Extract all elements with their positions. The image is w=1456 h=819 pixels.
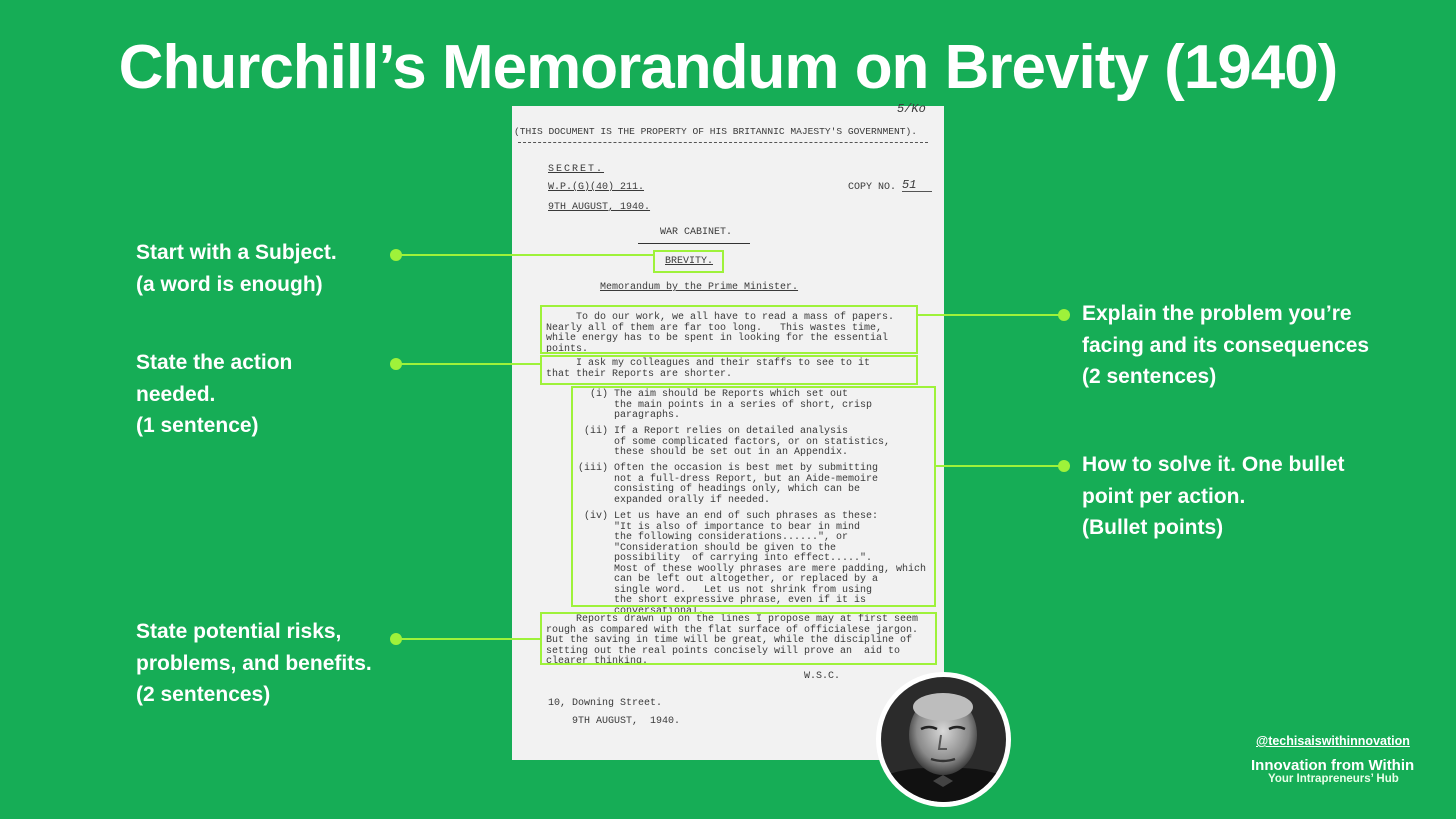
- point-4: (iv) Let us have an end of such phrases as these: "It is also of importance to bear in mind the following considerations......", or "Consideration should be given to the possibility of carrying into effect.....". Most of these woolly phrases are mere padding, which can be left out altogether, or replaced by a single word. Let us not shrink from using the short expressive phrase, even if it is conversational.: [584, 511, 927, 617]
- document-date: 9TH AUGUST, 1940.: [548, 202, 651, 213]
- paragraph-action: I ask my colleagues and their staffs to see to it that their Reports are shorter.: [546, 358, 871, 380]
- secret-label: SECRET.: [548, 164, 605, 175]
- signature-date: 9TH AUGUST, 1940.: [572, 716, 681, 727]
- war-cabinet-heading: WAR CABINET.: [660, 227, 733, 238]
- highlight-risks: [540, 612, 937, 665]
- portrait-image: [881, 677, 1006, 802]
- connector-subject: [396, 254, 653, 256]
- connector-problem: [918, 314, 1064, 316]
- highlight-subject: [653, 250, 724, 273]
- cabinet-rule: [638, 243, 750, 244]
- brand-handle[interactable]: @techisaiswithinnovation: [1256, 734, 1410, 748]
- connector-dot-solution: [1058, 460, 1070, 472]
- top-scribble: 5/Ko: [897, 102, 926, 116]
- copy-number: 51: [902, 180, 932, 192]
- connector-dot-action: [390, 358, 402, 370]
- highlight-action: [540, 355, 918, 385]
- connector-solution: [936, 465, 1064, 467]
- point-3: (iii) Often the occasion is best met by submitting not a full-dress Report, but an Aide-memoire consisting of headings only, which can be expanded orally if needed.: [578, 463, 879, 506]
- address: 10, Downing Street.: [548, 698, 663, 709]
- connector-risks: [396, 638, 540, 640]
- brand-name: Innovation from Within: [1251, 757, 1415, 774]
- connector-dot-subject: [390, 249, 402, 261]
- copy-label: COPY NO.: [848, 182, 897, 193]
- signature: W.S.C.: [804, 671, 841, 682]
- paper-reference: W.P.(G)(40) 211.: [548, 182, 645, 193]
- point-1: (i) The aim should be Reports which set out the main points in a series of short, crisp paragraphs.: [590, 389, 873, 421]
- subject-brevity: BREVITY.: [665, 256, 714, 267]
- point-2: (ii) If a Report relies on detailed analysis of some complicated factors, or on statistics, these should be set out in an Appendix.: [584, 426, 891, 458]
- highlight-solution: [571, 386, 936, 607]
- connector-action: [396, 363, 540, 365]
- annotation-problem: Explain the problem you’re facing and its consequences (2 sentences): [1082, 302, 1370, 388]
- property-notice: (THIS DOCUMENT IS THE PROPERTY OF HIS BRITANNIC MAJESTY'S GOVERNMENT).: [514, 126, 918, 137]
- annotation-action: State the action needed. (1 sentence): [136, 351, 293, 437]
- paragraph-risks: Reports drawn up on the lines I propose may at first seem rough as compared with the flat surface of officialese jargon. But the saving in time will be great, while the discipline of setting out the real points concisely will prove an aid to clearer thinking.: [546, 614, 919, 667]
- notice-divider: [518, 142, 928, 143]
- annotation-subject: Start with a Subject. (a word is enough): [136, 241, 337, 296]
- churchill-portrait: [876, 672, 1011, 807]
- brand-tagline: Your Intrapreneurs’ Hub: [1268, 773, 1399, 785]
- annotation-risks: State potential risks, problems, and benefits. (2 sentences): [136, 620, 372, 706]
- page-title: Churchill’s Memorandum on Brevity (1940): [118, 33, 1338, 102]
- annotation-solution: How to solve it. One bullet point per action. (Bullet points): [1082, 453, 1345, 539]
- connector-dot-risks: [390, 633, 402, 645]
- paragraph-problem: To do our work, we all have to read a mass of papers. Nearly all of them are far too long. This wastes time, while energy has to be spent in looking for the essential points.: [546, 312, 895, 355]
- highlight-problem: [540, 305, 918, 354]
- connector-dot-problem: [1058, 309, 1070, 321]
- memo-byline: Memorandum by the Prime Minister.: [600, 282, 799, 293]
